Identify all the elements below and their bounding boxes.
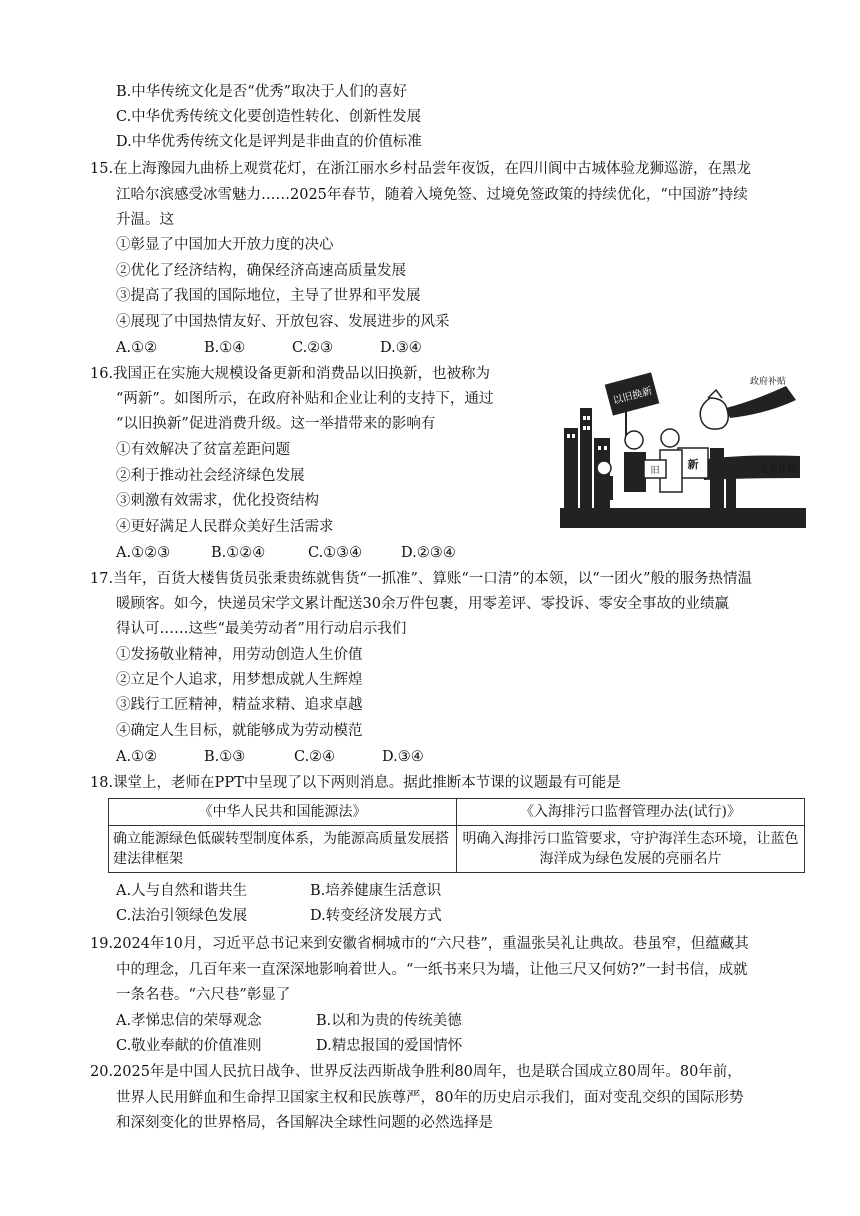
arm-label: 企业让利 [760,465,797,475]
q14-option-c: C.中华优秀传统文化要创造性转化、创新性发展 [116,109,422,125]
q15-option-d: D.③④ [380,340,422,356]
q16-stem-line-1: 16.我国正在实施大规模设备更新和消费品以旧换新，也被称为 [90,366,491,382]
q18-cell-outfall-regulation: 明确入海排污口监管要求，守护海洋生态环境，让蓝色海洋成为绿色发展的亮丽名片 [457,826,805,873]
q15-stem-line-2: 江哈尔滨感受冰雪魅力……2025年春节，随着入境免签、过境免签政策的持续优化，“中国游”持续 [116,187,748,203]
q17-option-a: A.①② [116,749,158,765]
q15-stem-line-1: 15.在上海豫园九曲桥上观赏花灯，在浙江丽水乡村品尝年夜饭，在四川阆中古城体验龙狮巡游，在黑龙 [90,161,752,177]
q17-options [116,747,470,767]
q19-option-a: A.孝悌忠信的荣辱观念 [116,1013,262,1029]
q17-option-b: B.①③ [204,749,246,765]
q19-stem-line-2: 中的理念，几百年来一直深深地影响着世人。“一纸书来只为墙，让他三尺又何妨?”一封书信，成就 [116,962,748,978]
q17-stem-line-2: 暖顾客。如今，快递员宋学文累计配送30余万件包裹，用零差评、零投诉、零安全事故的业绩赢 [116,596,729,612]
q15-item-3: ③提高了我国的国际地位，主导了世界和平发展 [116,288,421,304]
money-bag-icon [700,375,796,429]
q16-item-3: ③刺激有效需求，优化投资结构 [116,493,319,509]
q18-option-d: D.转变经济发展方式 [310,908,442,924]
q19-option-d: D.精忠报国的爱国情怀 [316,1038,463,1054]
q18-option-b: B.培养健康生活意识 [310,883,442,899]
q16-item-2: ②利于推动社会经济绿色发展 [116,468,305,484]
q16-stem-line-2: “两新”。如图所示，在政府补贴和企业让利的支持下，通过 [116,391,494,407]
q17-option-c: C.②④ [294,749,336,765]
sign-text: 以旧换新 [611,385,654,407]
q18-header-energy-law: 《中华人民共和国能源法》 [109,799,457,826]
q18-stem: 18.课堂上，老师在PPT中呈现了以下两则消息。据此推断本节课的议题最有可能是 [90,775,621,791]
enterprise-arm-icon [678,448,800,480]
new-label: 新 [687,458,699,471]
q19-stem-line-3: 一条名巷。“六尺巷”彰显了 [116,987,291,1003]
q16-option-a: A.①②③ [116,545,171,561]
trade-in-sign [605,372,660,438]
trade-in-cartoon [560,368,806,528]
q20-stem-line-2: 世界人民用鲜血和生命捍卫国家主权和民族尊严，80年的历史启示我们，面对变乱交织的国际形势 [116,1090,744,1106]
q19-options-row-1 [116,1011,462,1031]
q15-item-2: ②优化了经济结构，确保经济高速高质量发展 [116,263,406,279]
q18-cell-energy-law: 确立能源绿色低碳转型制度体系，为能源高质量发展搭建法律框架 [109,826,457,873]
q17-item-2: ②立足个人追求，用梦想成就人生辉煌 [116,672,363,688]
q17-option-d: D.③④ [382,749,424,765]
q18-header-outfall-regulation: 《入海排污口监督管理办法(试行)》 [457,799,805,826]
q16-item-4: ④更好满足人民群众美好生活需求 [116,519,334,535]
q16-option-c: C.①③④ [308,545,363,561]
q18-options-row-2 [116,906,442,926]
q16-option-b: B.①②④ [211,545,266,561]
q17-item-1: ①发扬敬业精神，用劳动创造人生价值 [116,647,363,663]
q16-options [116,543,491,563]
q19-option-c: C.敬业奉献的价值准则 [116,1038,262,1054]
q18-news-table [108,798,805,873]
q16-item-1: ①有效解决了贫富差距问题 [116,442,290,458]
q16-stem-line-3: “以旧换新”促进消费升级。这一举措带来的影响有 [116,416,436,432]
q17-item-4: ④确定人生目标，就能够成为劳动模范 [116,723,363,739]
q14-option-b: B.中华传统文化是否“优秀”取决于人们的喜好 [116,84,408,100]
q20-stem-line-3: 和深刻变化的世界格局，各国解决全球性问题的必然选择是 [116,1115,493,1131]
q15-option-c: C.②③ [292,340,334,356]
q19-options-row-2 [116,1036,462,1056]
q15-stem-line-3: 升温。这 [116,212,174,228]
q14-option-d: D.中华优秀传统文化是评判是非曲直的价值标准 [116,134,422,150]
q17-stem-line-1: 17.当年，百货大楼售货员张秉贵练就售货“一抓准”、算账“一口清”的本领，以“一团火”般的服务热情温 [90,571,753,587]
old-tv-label: 旧 [650,466,660,476]
q18-options-row-1 [116,881,441,901]
q15-item-1: ①彰显了中国加大开放力度的决心 [116,237,334,253]
q17-stem-line-3: 得认可……这些“最美劳动者”用行动启示我们 [116,621,407,637]
q18-option-c: C.法治引领绿色发展 [116,908,248,924]
bag-label: 政府补贴 [750,377,787,387]
q16-option-d: D.②③④ [401,545,456,561]
q17-item-3: ③践行工匠精神，精益求精、追求卓越 [116,697,363,713]
q19-option-b: B.以和为贵的传统美德 [316,1013,462,1029]
q15-item-4: ④展现了中国热情友好、开放包容、发展进步的风采 [116,314,450,330]
q15-option-b: B.①④ [204,340,246,356]
q18-option-a: A.人与自然和谐共生 [116,883,248,899]
q15-option-a: A.①② [116,340,158,356]
q15-options [116,338,468,358]
q19-stem-line-1: 19.2024年10月，习近平总书记来到安徽省桐城市的“六尺巷”，重温张吴礼让典故。巷虽窄，但蕴藏其 [90,936,749,952]
q20-stem-line-1: 20.2025年是中国人民抗日战争、世界反法西斯战争胜利80周年，也是联合国成立80周年。80年前， [90,1064,742,1080]
